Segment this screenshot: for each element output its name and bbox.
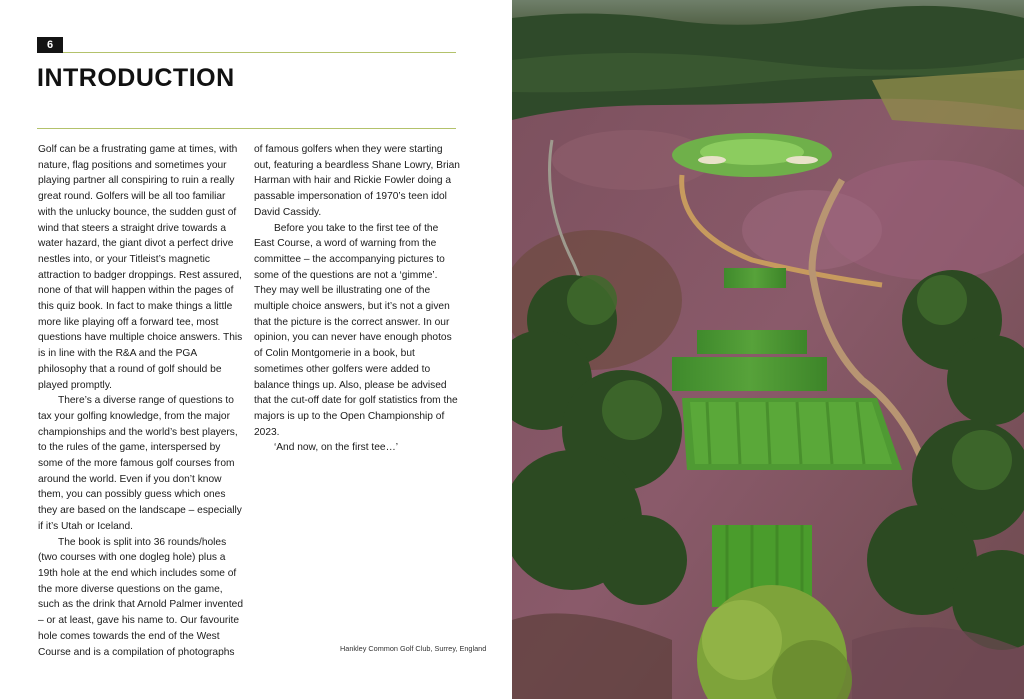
text-column-2	[254, 142, 460, 456]
header-rule	[63, 52, 456, 53]
golf-course-aerial-photo	[512, 0, 1024, 699]
paragraph: There’s a diverse range of questions to tax your golfing knowledge, from the major championships and the world’s best players, to the rules of the game, interspersed by some of the more famous golf courses from around the world. Even if you don’t know them, you can possibly guess which ones they are based on the landscape – especially if it’s Utah or Iceland.	[38, 395, 242, 532]
page-number: 6	[37, 37, 63, 53]
text-column-1	[38, 142, 243, 660]
paragraph: Before you take to the first tee of the East Course, a word of warning from the committee – the accompanying pictures to some of the questions are not a ‘gimme’. They may well be illustrating one of the multiple choice answers, but it’s not a given that the picture is the correct answer. In our opinion, you can never have enough photos of Colin Montgomerie in a book, but sometimes other golfers were added to balance things up. Also, please be advised that the cut-off date for golf statistics from the majors is up to the Open Championship of 2023.	[254, 222, 458, 438]
paragraph: ‘And now, on the first tee…’	[274, 442, 399, 454]
page-title: INTRODUCTION	[37, 64, 235, 92]
photo-caption: Hankley Common Golf Club, Surrey, England	[340, 644, 487, 653]
paragraph: Golf can be a frustrating game at times, with nature, flag positions and sometimes your playing partner all conspiring to ruin a really great round. Golfers will be all too familiar with the unlucky bounce, the sudden gust of wind that steers a straight drive towards a water hazard, the giant divot a perfect drive nestles into, or your Titleist’s magnetic attraction to badger droppings. Rest assured, none of that will happen within the pages of this quiz book. In fact to make things a little more like playing off a forward tee, most questions have multiple choice answers. This is in line with the R&A and the PGA philosophy that a round of golf should be played promptly.	[38, 144, 243, 391]
title-rule	[37, 128, 456, 129]
paragraph: The book is split into 36 rounds/holes (two courses with one dogleg hole) plus a 19th hole at the end which includes some of the more diverse questions on the game, such as the drink that Arnold Palmer invented – or at least, gave his name to. Our favourite hole comes towards the end of the West Course and is a compilation of photographs	[38, 536, 243, 658]
paragraph: of famous golfers when they were starting out, featuring a beardless Shane Lowry, Brian Harman with hair and Rickie Fowler doing a passable impersonation of 1970’s teen idol David Cassidy.	[254, 144, 460, 218]
